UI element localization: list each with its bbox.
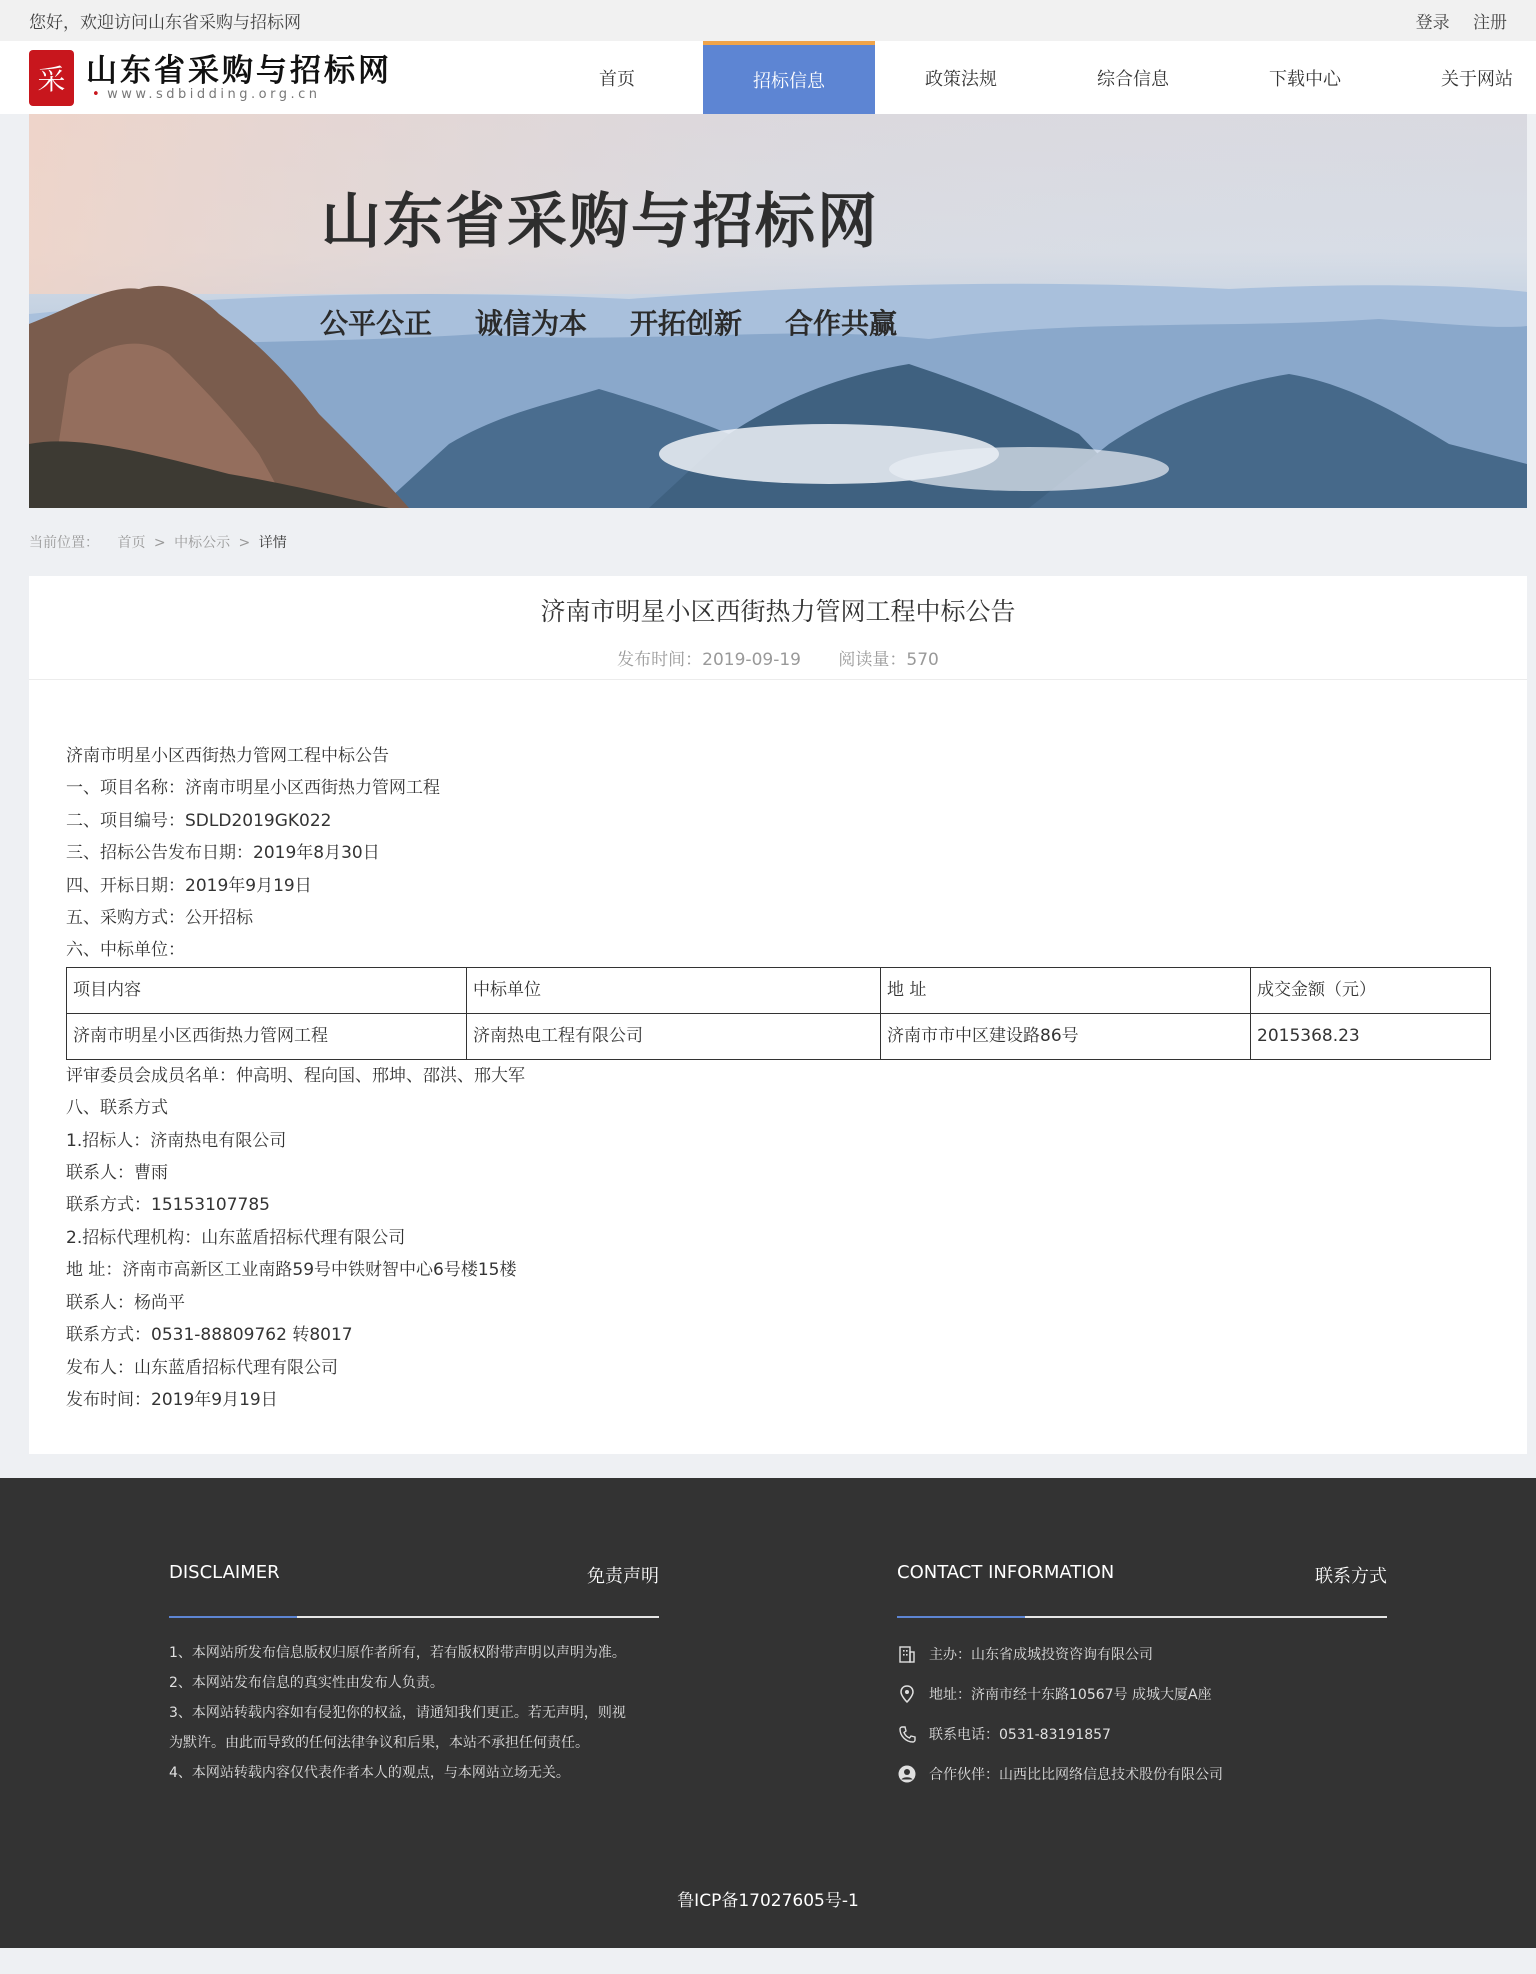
nav-downloads[interactable]: 下载中心 [1269,68,1341,90]
contact-heading-en: CONTACT INFORMATION [897,1562,1115,1583]
nav-general-info[interactable]: 综合信息 [1097,68,1169,90]
main-nav [531,41,1536,114]
site-header [0,41,1536,114]
site-footer [0,1478,1536,1948]
table-header-cell: 项目内容 [67,967,467,1013]
article-body [29,680,1527,1416]
body-line: 评审委员会成员名单：仲高明、程向国、邢坤、邵洪、邢大军 [66,1065,525,1086]
publish-time: 发布时间：2019-09-19 [617,650,801,670]
contact-item [897,1674,1387,1714]
breadcrumb-sep: > [153,535,166,551]
contact-text: 地址：济南市经十东路10567号 成城大厦A座 [929,1687,1212,1703]
disclaimer-heading-en: DISCLAIMER [169,1562,280,1583]
article-title: 济南市明星小区西街热力管网工程中标公告 [540,597,1016,626]
disclaimer-divider [169,1616,659,1618]
logo-name: 山东省采购与招标网 [86,53,392,89]
table-header-row [67,967,1491,1013]
nav-policies[interactable]: 政策法规 [925,68,997,90]
building-icon [897,1644,917,1664]
body-line: 八、联系方式 [66,1098,168,1119]
banner-slogan-4: 合作共赢 [785,307,898,340]
disclaimer-line: 3、本网站转载内容如有侵犯你的权益，请通知我们更正。若无声明，则视 [169,1705,626,1721]
contact-heading [897,1562,1387,1588]
banner-title: 山东省采购与招标网 [321,187,879,257]
table-cell: 2015368.23 [1251,1013,1491,1059]
disclaimer-heading-cn: 免责声明 [587,1566,659,1587]
contact-text: 主办：山东省成城投资咨询有限公司 [929,1647,1153,1663]
breadcrumb-home[interactable]: 首页 [117,535,146,551]
location-icon [897,1684,917,1704]
disclaimer-line: 1、本网站所发布信息版权归原作者所有，若有版权附带声明以声明为准。 [169,1645,626,1661]
breadcrumb-section[interactable]: 中标公示 [174,535,231,551]
breadcrumb [29,532,291,552]
body-line: 联系人：曹雨 [66,1163,168,1184]
disclaimer-line: 为默许。由此而导致的任何法律争议和后果，本站不承担任何责任。 [169,1735,589,1751]
hero-banner [29,114,1527,508]
disclaimer-heading [169,1562,659,1588]
table-cell: 济南市市中区建设路86号 [881,1013,1251,1059]
winner-table [66,967,1491,1060]
disclaimer-line: 4、本网站转载内容仅代表作者本人的观点，与本网站立场无关。 [169,1765,570,1781]
contact-item [897,1634,1387,1674]
contact-list [897,1634,1387,1794]
contact-section [897,1562,1387,1794]
body-line: 联系方式：15153107785 [66,1195,270,1216]
table-header-cell: 成交金额（元） [1251,967,1491,1013]
contact-divider [897,1616,1387,1618]
breadcrumb-current: 详情 [258,535,287,551]
body-line: 发布人：山东蓝盾招标代理有限公司 [66,1357,338,1378]
user-icon [897,1764,917,1784]
body-line: 地 址：济南市高新区工业南路59号中铁财智中心6号楼15楼 [66,1260,517,1281]
body-line: 发布时间：2019年9月19日 [66,1389,278,1410]
contact-item [897,1714,1387,1754]
welcome-text: 您好，欢迎访问山东省采购与招标网 [29,13,301,33]
table-cell: 济南热电工程有限公司 [467,1013,881,1059]
body-line: 五、采购方式：公开招标 [66,908,253,929]
disclaimer-section [169,1562,659,1788]
icp-record[interactable]: 鲁ICP备17027605号-1 [677,1891,859,1911]
register-link[interactable]: 注册 [1473,13,1507,33]
nav-home[interactable]: 首页 [599,68,635,90]
breadcrumb-label: 当前位置： [29,535,99,551]
view-count: 阅读量：570 [838,650,939,670]
body-line: 二、项目编号：SDLD2019GK022 [66,810,332,831]
disclaimer-text [169,1638,659,1788]
nav-about[interactable]: 关于网站 [1441,68,1513,90]
table-header-cell: 中标单位 [467,967,881,1013]
table-cell: 济南市明星小区西街热力管网工程 [67,1013,467,1059]
body-line: 济南市明星小区西街热力管网工程中标公告 [66,746,389,766]
table-header-cell: 地 址 [881,967,1251,1013]
contact-item [897,1754,1387,1794]
banner-slogan-3: 开拓创新 [630,307,743,340]
body-line: 2.招标代理机构：山东蓝盾招标代理有限公司 [66,1227,406,1248]
banner-slogan-2: 诚信为本 [475,307,588,340]
disclaimer-line: 2、本网站发布信息的真实性由发布人负责。 [169,1675,444,1691]
contact-text: 合作伙伴：山西比比网络信息技术股份有限公司 [929,1767,1223,1783]
body-line: 六、中标单位： [66,940,185,961]
nav-bidding-info[interactable]: 招标信息 [703,41,875,114]
site-logo[interactable] [29,50,392,106]
login-link[interactable]: 登录 [1415,13,1450,33]
body-line: 四、开标日期：2019年9月19日 [66,875,312,896]
article-card [29,576,1527,1454]
body-line: 三、招标公告发布日期：2019年8月30日 [66,843,380,864]
body-line: 1.招标人：济南热电有限公司 [66,1130,287,1151]
auth-links [1398,8,1507,33]
logo-url: • www.sdbidding.org.cn [92,88,392,102]
breadcrumb-sep: > [238,535,251,551]
logo-seal-icon: 采 [29,50,74,106]
top-bar [0,0,1536,41]
banner-mountain-image [29,114,1527,508]
table-row [67,1013,1491,1059]
body-line: 联系方式：0531-88809762 转8017 [66,1325,353,1346]
body-line: 一、项目名称：济南市明星小区西街热力管网工程 [66,778,440,799]
article-meta [29,645,1527,670]
body-line: 联系人：杨尚平 [66,1292,185,1313]
contact-text: 联系电话：0531-83191857 [929,1727,1111,1743]
logo-text [86,54,392,102]
contact-heading-cn: 联系方式 [1315,1566,1387,1587]
phone-icon [897,1724,917,1744]
banner-slogan-1: 公平公正 [320,307,433,340]
